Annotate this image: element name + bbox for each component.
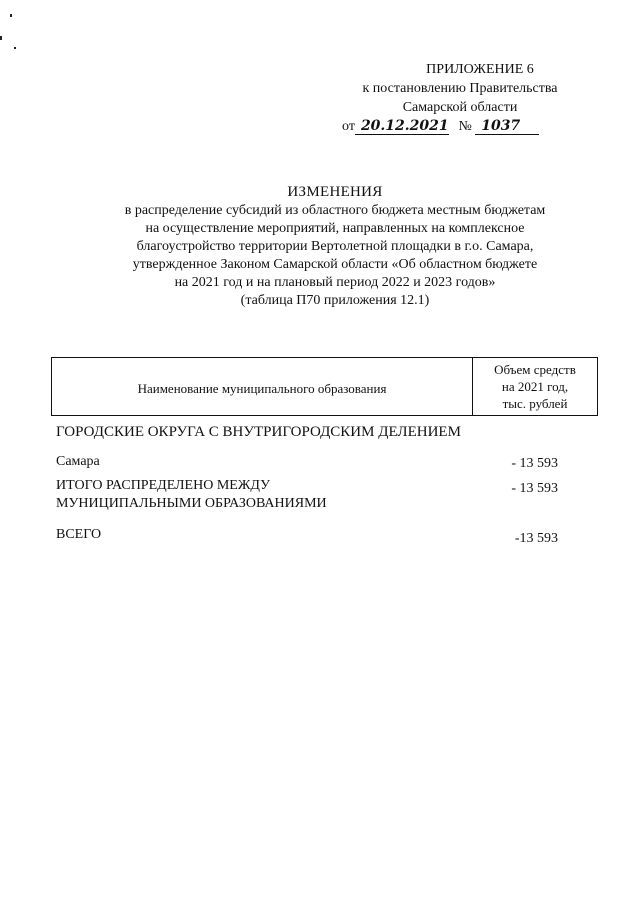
table-row-value: - 13 593 <box>511 456 558 471</box>
date-prefix: от <box>342 119 355 134</box>
title-heading: ИЗМЕНЕНИЯ <box>287 184 383 200</box>
title-line: благоустройство территории Вертолетной площадки в г.о. Самара, <box>136 239 534 254</box>
title-line: на 2021 год и на плановый период 2022 и 2023 годов» <box>174 275 496 290</box>
col-header-amount-line: на 2021 год, <box>501 379 569 394</box>
table-row-value: - 13 593 <box>511 481 558 496</box>
title-line: на осуществление мероприятий, направленных на комплексное <box>145 221 525 236</box>
handwritten-date: 20.12.2021 <box>355 119 449 135</box>
col-header-amount-line: тыс. рублей <box>502 396 568 411</box>
appendix-date-line <box>320 117 600 136</box>
scan-mark <box>10 14 12 17</box>
scan-mark <box>0 36 2 40</box>
table-row-name: Самара <box>56 454 100 469</box>
title-line: (таблица П70 приложения 12.1) <box>240 293 430 308</box>
table-row-name: ИТОГО РАСПРЕДЕЛЕНО МЕЖДУ <box>56 478 270 493</box>
appendix-line-2: Самарской области <box>402 100 518 115</box>
title-line: утвержденное Законом Самарской области «Об областном бюджете <box>132 257 538 272</box>
handwritten-doc-number: 1037 <box>475 119 539 135</box>
table-row-name: ВСЕГО <box>56 527 102 542</box>
appendix-number: ПРИЛОЖЕНИЕ 6 <box>426 62 534 77</box>
appendix-line-1: к постановлению Правительства <box>362 81 558 96</box>
table-row-value: -13 593 <box>514 531 558 546</box>
document-title <box>80 183 590 310</box>
col-header-amount <box>473 358 598 416</box>
table-header <box>51 357 598 416</box>
scan-mark <box>14 47 16 49</box>
number-sign: № <box>458 119 472 134</box>
table-row-name: МУНИЦИПАЛЬНЫМИ ОБРАЗОВАНИЯМИ <box>56 496 327 511</box>
appendix-stamp <box>320 60 600 136</box>
table-row-group: ГОРОДСКИЕ ОКРУГА С ВНУТРИГОРОДСКИМ ДЕЛЕНИЕМ <box>56 424 461 440</box>
col-header-amount-line: Объем средств <box>494 362 576 377</box>
col-header-name: Наименование муниципального образования <box>52 358 473 416</box>
title-line: в распределение субсидий из областного бюджета местным бюджетам <box>124 203 546 218</box>
